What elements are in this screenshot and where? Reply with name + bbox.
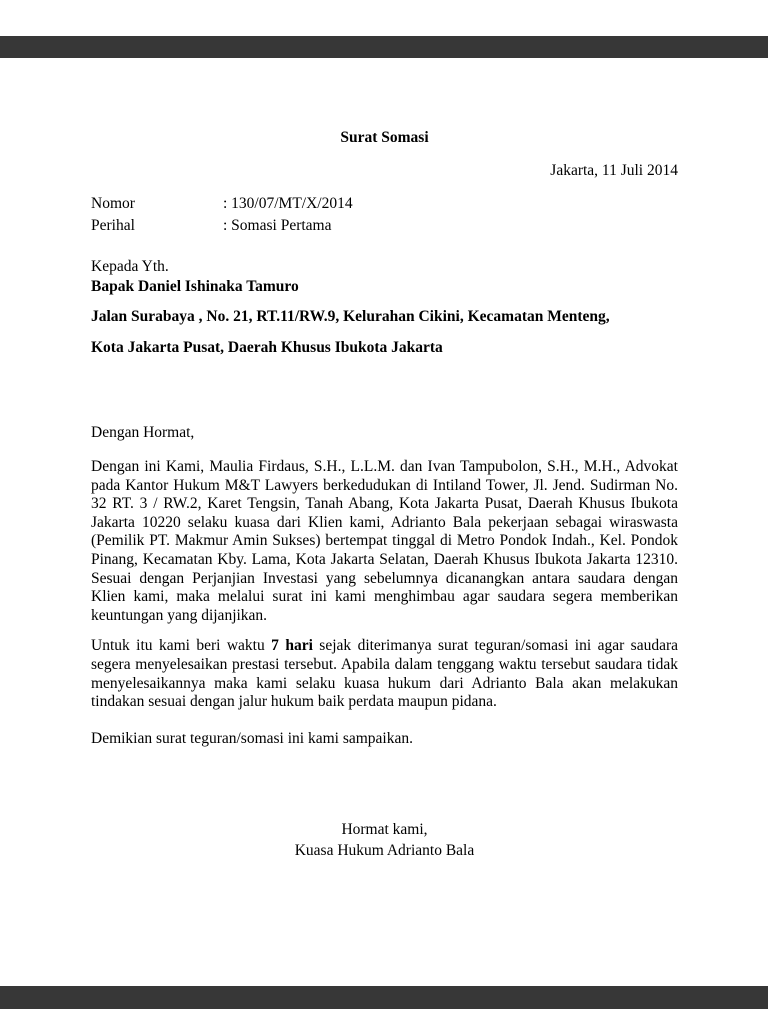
- closing-salutation: Hormat kami,: [341, 821, 428, 839]
- perihal-value: : Somasi Pertama: [223, 217, 332, 234]
- closing-signatory: Kuasa Hukum Adrianto Bala: [294, 842, 475, 860]
- recipient-salutation: Kepada Yth.: [91, 258, 169, 275]
- nomor-value: : 130/07/MT/X/2014: [223, 195, 353, 212]
- meta-row-nomor: [91, 194, 678, 213]
- top-letterbox-bar: [0, 36, 768, 58]
- paragraph-2-text-pre: Untuk itu kami beri waktu: [91, 637, 272, 655]
- bottom-letterbox-bar: [0, 986, 768, 1009]
- meta-row-perihal: [91, 216, 678, 235]
- opening-greeting: Dengan Hormat,: [91, 424, 195, 441]
- paragraph-2-text-post: sejak diterimanya surat teguran/somasi ini agar saudara segera menyelesaikan prestasi tersebut. Apabila dalam tenggang waktu tersebut saudara tidak menyelesaikannya maka kami selaku kuasa hukum dari Adrianto Bala akan melakukan tindakan sesuai dengan jalur hukum baik perdata maupun pidana.: [91, 637, 678, 711]
- body-paragraph-1: Dengan ini Kami, Maulia Firdaus, S.H., L.L.M. dan Ivan Tampubolon, S.H., M.H., Advokat pada Kantor Hukum M&T Lawyers berkedudukan di Intiland Tower, Jl. Jend. Sudirman No. 32 RT. 3 / RW.2, Karet Tengsin, Tanah Abang, Kota Jakarta Pusat, Daerah Khusus Ibukota Jakarta 10220 selaku kuasa dari Klien kami, Adrianto Bala pekerjaan sebagai wiraswasta (Pemilik PT. Makmur Amin Sukses) bertempat tinggal di Metro Pondok Indah., Kel. Pondok Pinang, Kecamatan Kby. Lama, Kota Jakarta Selatan, Daerah Khusus Ibukota Jakarta 12310. Sesuai dengan Perjanjian Investasi yang sebelumnya dicanangkan antara saudara dengan Klien kami, maka melalui surat ini kami menghimbau agar saudara segera memberikan keuntungan yang dijanjikan.: [91, 458, 678, 624]
- paragraph-2-deadline-emphasis: 7 hari: [271, 637, 313, 655]
- perihal-label: Perihal: [91, 217, 135, 234]
- recipient-address-line1: Jalan Surabaya , No. 21, RT.11/RW.9, Kelurahan Cikini, Kecamatan Menteng,: [91, 308, 610, 325]
- nomor-label: Nomor: [91, 195, 135, 212]
- body-paragraph-2: [91, 637, 678, 711]
- body-paragraph-3: Demikian surat teguran/somasi ini kami sampaikan.: [91, 729, 413, 747]
- letter-content: [91, 128, 678, 861]
- letter-meta: [91, 194, 678, 235]
- recipient-address-line2: Kota Jakarta Pusat, Daerah Khusus Ibukota Jakarta: [91, 339, 443, 356]
- closing-block: [91, 819, 678, 861]
- letter-title: Surat Somasi: [340, 129, 429, 146]
- dateline: Jakarta, 11 Juli 2014: [550, 162, 678, 179]
- recipient-name: Bapak Daniel Ishinaka Tamuro: [91, 278, 299, 295]
